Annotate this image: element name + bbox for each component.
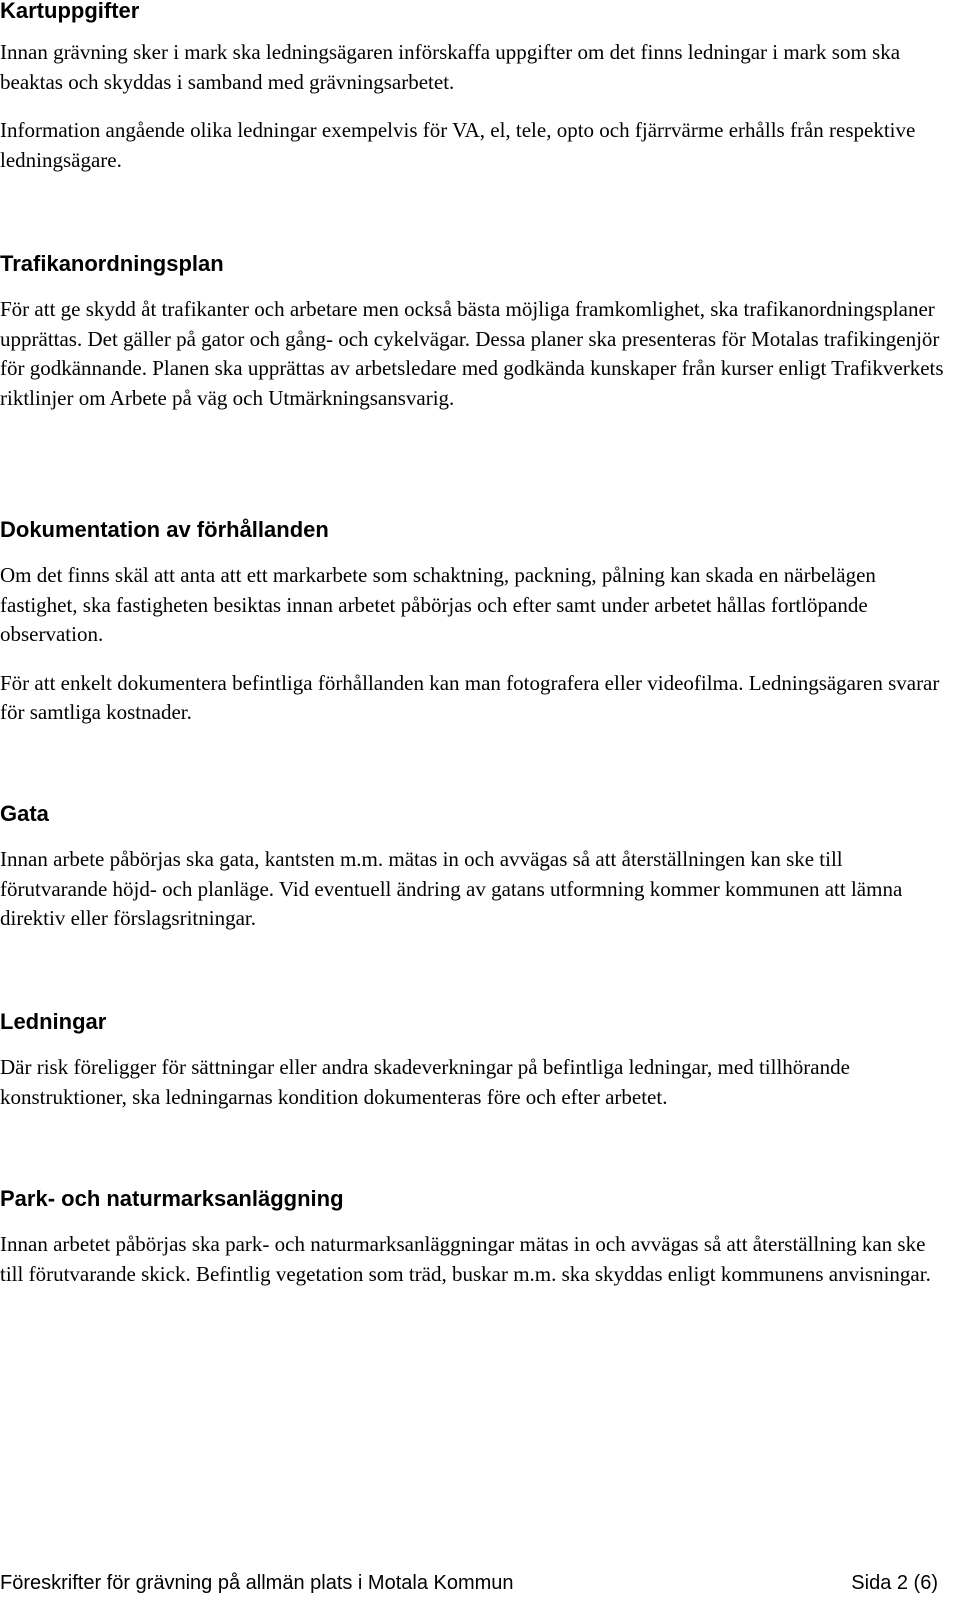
section-trafikanordningsplan: [0, 250, 946, 413]
paragraph: Där risk föreligger för sättningar eller andra skadeverkningar på befintliga ledningar, med tillhörande konstruktioner, ska ledningarnas kondition dokumenteras före och efter arbetet.: [0, 1055, 850, 1109]
section-heading: Ledningar: [0, 1009, 107, 1034]
paragraph: Innan arbetet påbörjas ska park- och naturmarksanläggningar mätas in och avvägas så att återställning kan ske till förutvarande skick. Befintlig vegetation som träd, buskar m.m. ska skyddas enligt kommunens anvisningar.: [0, 1232, 931, 1286]
page-footer: [0, 1568, 946, 1598]
paragraph: Om det finns skäl att anta att ett markarbete som schaktning, packning, pålning kan skada en närbelägen fastighet, ska fastigheten besiktas innan arbetet påbörjas och efter samt under arbetet hållas fortlöpande observation.: [0, 563, 876, 646]
paragraph: Innan arbete påbörjas ska gata, kantsten m.m. mätas in och avvägas så att återställningen kan ske till förutvarande höjd- och planläge. Vid eventuell ändring av gatans utformning kommer kommunen att lämna direktiv eller förslagsritningar.: [0, 847, 903, 930]
section-heading: Park- och naturmarksanläggning: [0, 1186, 344, 1211]
paragraph: Innan grävning sker i mark ska ledningsägaren införskaffa uppgifter om det finns ledningar i mark som ska beaktas och skyddas i samband med grävningsarbetet.: [0, 40, 901, 94]
section-ledningar: [0, 1008, 946, 1112]
footer-page-number: Sida 2 (6): [851, 1572, 938, 1594]
section-park-naturmark: [0, 1185, 946, 1289]
section-kartuppgifter: [0, 0, 946, 175]
section-heading: Kartuppgifter: [0, 0, 140, 23]
section-dokumentation: [0, 516, 946, 728]
section-heading: Trafikanordningsplan: [0, 251, 224, 276]
section-heading: Gata: [0, 801, 49, 826]
footer-document-title: Föreskrifter för grävning på allmän plats i Motala Kommun: [0, 1572, 514, 1594]
paragraph: För att enkelt dokumentera befintliga förhållanden kan man fotografera eller videofilma. Ledningsägaren svarar för samtliga kostnader.: [0, 670, 940, 724]
section-heading: Dokumentation av förhållanden: [0, 517, 329, 542]
paragraph: Information angående olika ledningar exempelvis för VA, el, tele, opto och fjärrvärme erhålls från respektive ledningsägare.: [0, 118, 916, 172]
paragraph: För att ge skydd åt trafikanter och arbetare men också bästa möjliga framkomlighet, ska trafikanordningsplaner upprättas. Det gäller på gator och gång- och cykelvägar. Dessa planer ska presenteras för Motalas trafikingenjör för godkännande. Planen ska upprättas av arbetsledare med godkända kunskaper från kurser enligt Trafikverkets riktlinjer om Arbete på väg och Utmärkningsansvarig.: [0, 297, 944, 410]
section-gata: [0, 800, 946, 934]
